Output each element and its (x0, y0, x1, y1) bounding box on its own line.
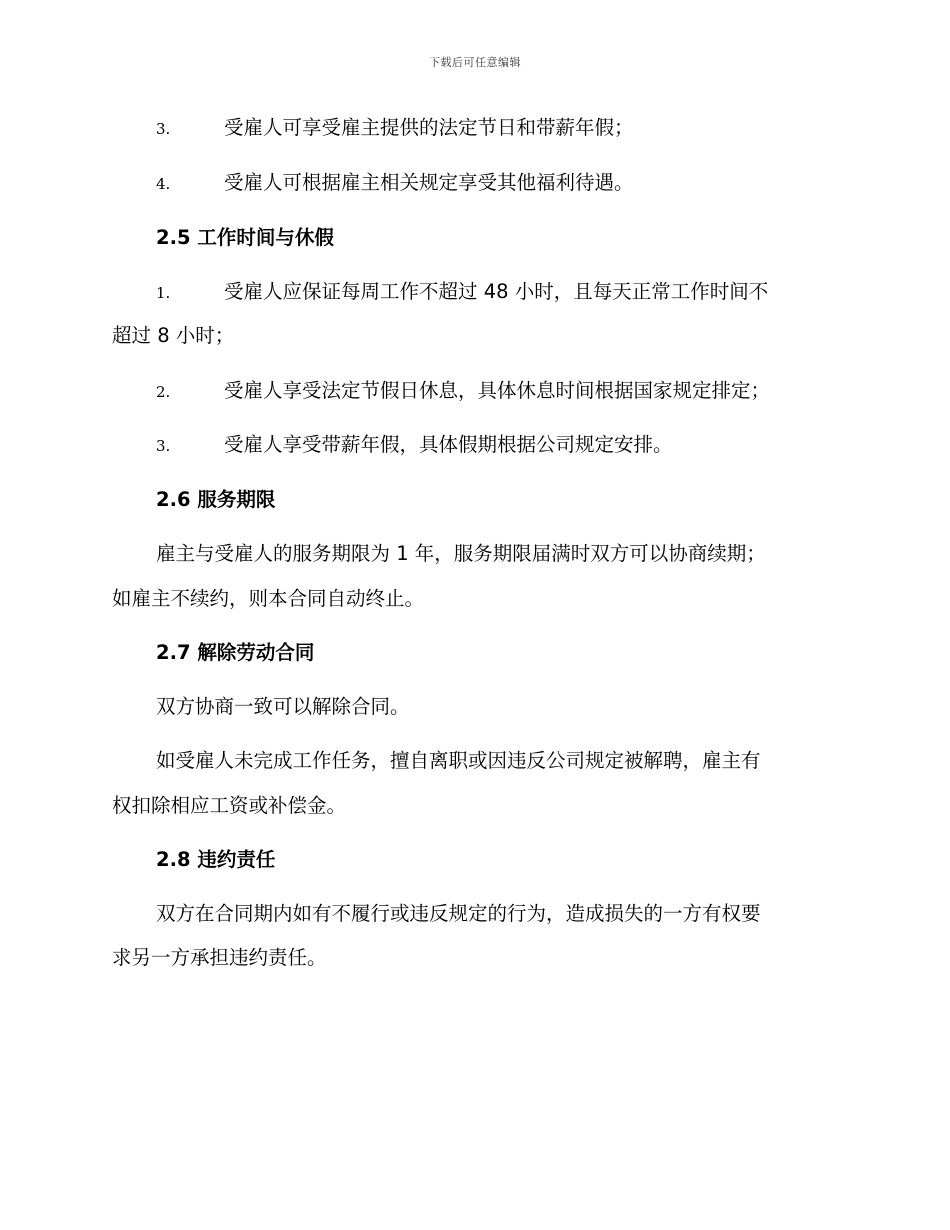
paragraph-line: 求另一方承担违约责任。 (112, 946, 327, 969)
page-header: 下载后可任意编辑 (429, 56, 521, 69)
list-item-text-continued: 超过 8 小时； (112, 324, 235, 347)
section-heading-2-5: 2.5 工作时间与休假 (156, 226, 334, 249)
list-number: 3. (156, 120, 171, 138)
paragraph-line: 权扣除相应工资或补偿金。 (112, 794, 347, 817)
section-heading-2-8: 2.8 违约责任 (156, 848, 276, 871)
section-heading-2-7: 2.7 解除劳动合同 (156, 641, 315, 664)
list-item-text: 受雇人可享受雇主提供的法定节日和带薪年假； (224, 116, 634, 139)
list-number: 2. (156, 383, 171, 401)
list-item-text: 受雇人享受带薪年假，具体假期根据公司规定安排。 (224, 433, 673, 456)
paragraph-line: 如受雇人未完成工作任务，擅自离职或因违反公司规定被解聘，雇主有 (156, 749, 761, 772)
list-item-text: 受雇人享受法定节假日休息，具体休息时间根据国家规定排定； (224, 379, 771, 402)
paragraph-line: 双方在合同期内如有不履行或违反规定的行为，造成损失的一方有权要 (156, 902, 761, 925)
list-number: 1. (156, 284, 171, 302)
list-number: 4. (156, 175, 171, 193)
paragraph-line: 如雇主不续约，则本合同自动终止。 (112, 587, 425, 610)
list-item-text: 受雇人可根据雇主相关规定享受其他福利待遇。 (224, 171, 634, 194)
paragraph-line: 双方协商一致可以解除合同。 (156, 695, 410, 718)
list-item-text: 受雇人应保证每周工作不超过 48 小时，且每天正常工作时间不 (224, 280, 769, 303)
paragraph-line: 雇主与受雇人的服务期限为 1 年，服务期限届满时双方可以协商续期； (156, 542, 766, 565)
section-heading-2-6: 2.6 服务期限 (156, 488, 276, 511)
list-number: 3. (156, 437, 171, 455)
